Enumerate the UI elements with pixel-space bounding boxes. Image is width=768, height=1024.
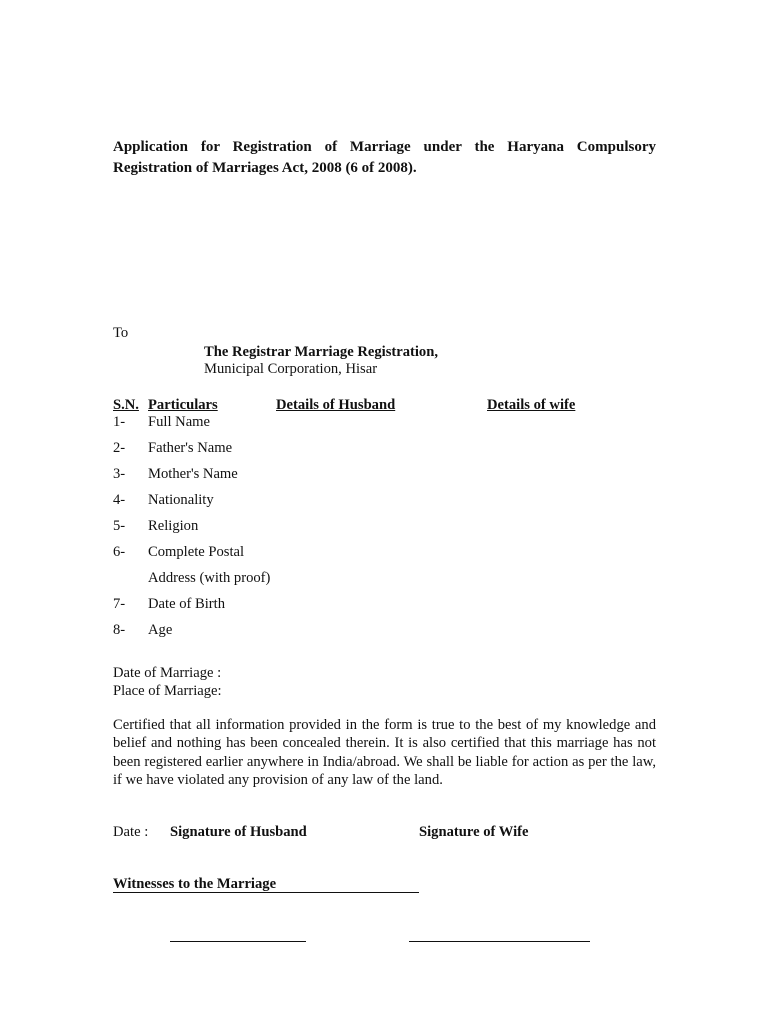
row-sn: 2- xyxy=(113,440,126,456)
row-sn: 8- xyxy=(113,622,126,638)
wife-signature-label: Signature of Wife xyxy=(419,824,529,840)
row-particular: Religion xyxy=(148,518,199,534)
signature-date-label: Date : xyxy=(113,824,149,840)
to-label: To xyxy=(113,325,129,341)
addressee-office: Municipal Corporation, Hisar xyxy=(204,361,378,377)
row-particular: Date of Birth xyxy=(148,596,226,612)
place-of-marriage-label: Place of Marriage: xyxy=(113,683,222,699)
row-sn: 4- xyxy=(113,492,126,508)
row-particular: Age xyxy=(148,622,173,638)
row-sn: 7- xyxy=(113,596,126,612)
witnesses-heading: Witnesses to the Marriage xyxy=(113,876,277,892)
husband-signature-label: Signature of Husband xyxy=(170,824,307,840)
header-wife: Details of wife xyxy=(487,397,576,413)
row-particular: Nationality xyxy=(148,492,214,508)
row-particular: Mother's Name xyxy=(148,466,238,482)
header-sn: S.N. xyxy=(113,397,139,413)
header-particulars: Particulars xyxy=(148,397,218,413)
row-sn: 5- xyxy=(113,518,126,534)
row-particular: Father's Name xyxy=(148,440,233,456)
witness-signature-line-1 xyxy=(170,941,306,942)
header-husband: Details of Husband xyxy=(276,397,396,413)
row-particular: Full Name xyxy=(148,414,211,430)
certification-paragraph: Certified that all information provided in the form is true to the best of my knowledge and belief and nothing has been concealed therein. It is also certified that this marriage has not been registered earlier anywhere in India/abroad. We shall be liable for action as per the law, if we have violated any provision of any law of the land. xyxy=(113,717,656,789)
date-of-marriage-label: Date of Marriage : xyxy=(113,665,222,681)
row-sn: 6- xyxy=(113,544,126,560)
row-sn: 3- xyxy=(113,466,126,482)
row-particular: Complete Postal xyxy=(148,544,245,560)
row-particular-continued: Address (with proof) xyxy=(148,570,271,586)
witness-signature-line-2 xyxy=(409,941,590,942)
row-sn: 1- xyxy=(113,414,126,430)
witnesses-underline xyxy=(113,892,419,893)
addressee-title: The Registrar Marriage Registration, xyxy=(204,344,438,360)
document-title: Application for Registration of Marriage under the Haryana Compulsory Registration of Marriages Act, 2008 (6 of 2008). xyxy=(113,139,656,176)
